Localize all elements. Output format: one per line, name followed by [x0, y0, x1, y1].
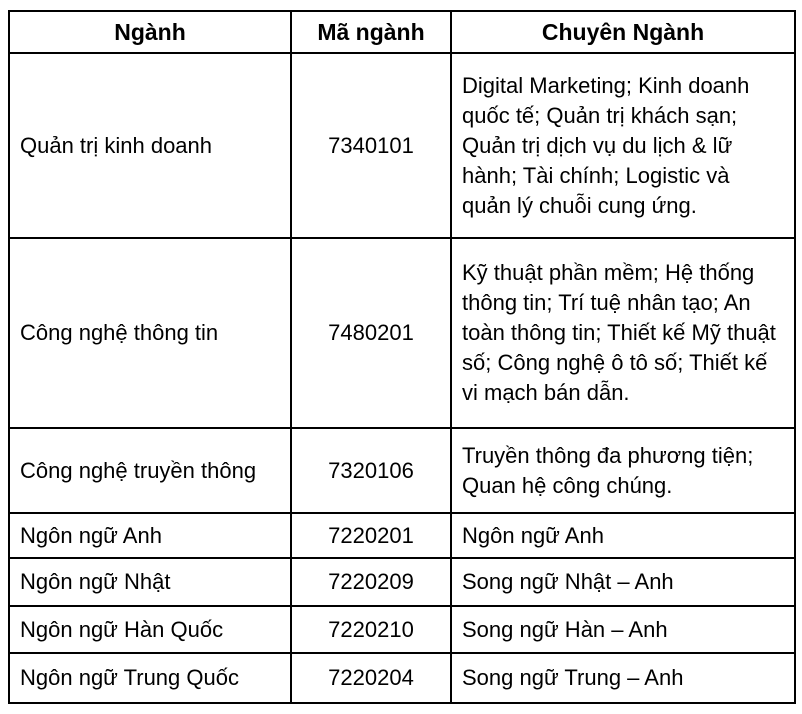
column-header-nganh: Ngành — [9, 11, 291, 53]
column-header-ma-nganh: Mã ngành — [291, 11, 451, 53]
specializations: Song ngữ Trung – Anh — [451, 653, 795, 703]
table-row — [9, 53, 795, 238]
major-name: Công nghệ thông tin — [9, 238, 291, 428]
major-name: Ngôn ngữ Trung Quốc — [9, 653, 291, 703]
specializations: Truyền thông đa phương tiện; Quan hệ công chúng. — [451, 428, 795, 513]
major-name: Công nghệ truyền thông — [9, 428, 291, 513]
major-code: 7340101 — [291, 53, 451, 238]
major-name: Ngôn ngữ Anh — [9, 513, 291, 558]
table-row — [9, 606, 795, 653]
table-header-row — [9, 11, 795, 53]
specializations: Ngôn ngữ Anh — [451, 513, 795, 558]
major-code: 7220209 — [291, 558, 451, 606]
column-header-chuyen-nganh: Chuyên Ngành — [451, 11, 795, 53]
major-code: 7220201 — [291, 513, 451, 558]
table-row — [9, 513, 795, 558]
table-row — [9, 653, 795, 703]
major-name: Quản trị kinh doanh — [9, 53, 291, 238]
specializations: Song ngữ Hàn – Anh — [451, 606, 795, 653]
major-name: Ngôn ngữ Nhật — [9, 558, 291, 606]
table-row — [9, 558, 795, 606]
major-code: 7220204 — [291, 653, 451, 703]
table-row — [9, 428, 795, 513]
specializations: Digital Marketing; Kinh doanh quốc tế; Quản trị khách sạn; Quản trị dịch vụ du lịch & lữ hành; Tài chính; Logistic và quản lý chuỗi cung ứng. — [451, 53, 795, 238]
major-code: 7480201 — [291, 238, 451, 428]
majors-table — [8, 10, 796, 704]
specializations: Song ngữ Nhật – Anh — [451, 558, 795, 606]
major-code: 7320106 — [291, 428, 451, 513]
specializations: Kỹ thuật phần mềm; Hệ thống thông tin; Trí tuệ nhân tạo; An toàn thông tin; Thiết kế Mỹ thuật số; Công nghệ ô tô số; Thiết kế vi mạch bán dẫn. — [451, 238, 795, 428]
major-name: Ngôn ngữ Hàn Quốc — [9, 606, 291, 653]
table-row — [9, 238, 795, 428]
major-code: 7220210 — [291, 606, 451, 653]
